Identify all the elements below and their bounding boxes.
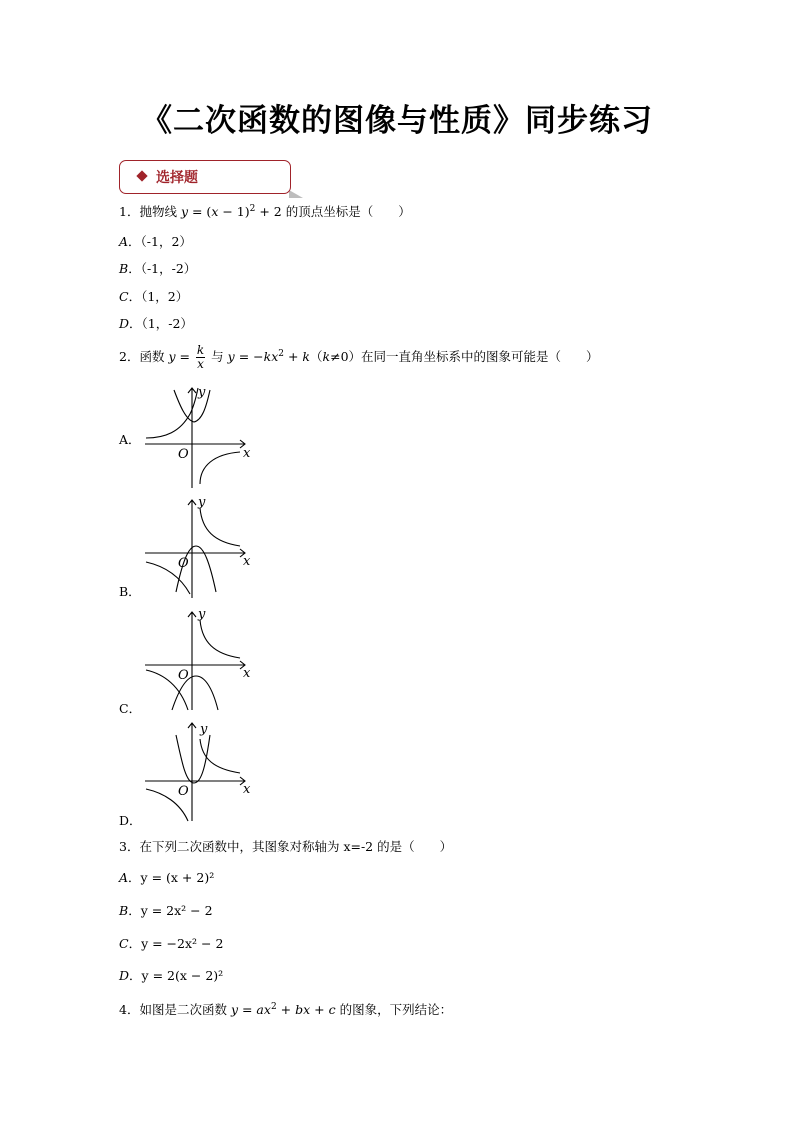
section-label: 选择题 [156,170,198,186]
question-4: 4．如图是二次函数 $y = ax^2$ + bx + c 的图象，下列结论： [119,1002,453,1017]
graph-d [140,717,255,823]
q2-option-a[interactable]: A． [119,432,141,447]
q2-option-b[interactable]: B． [119,584,141,599]
svg-text:x: x [243,666,251,681]
svg-text:y: y [200,722,208,737]
section-tab-shadow [289,190,303,198]
y-axis-label: y [198,385,206,400]
svg-text:y: y [198,495,206,510]
svg-text:O: O [178,784,189,799]
svg-text:x: x [243,554,251,569]
svg-text:x: x [243,782,251,797]
section-header [119,160,291,194]
question-2: 2．函数 y = $\frac{k}{x}$ 与 $y = -kx^2 + k(k\ne 0)$在同一直角坐标系中的图象可能是（ ） [119,343,599,371]
graph-b [140,494,255,600]
q1-option-a[interactable]: A．（-1，2） [119,234,192,249]
svg-text:y: y [198,607,206,622]
q3-option-b[interactable]: B．y = 2x² − 2 [119,903,213,918]
q2-option-d[interactable]: D． [119,813,142,828]
q1-option-c[interactable]: C．（1，2） [119,289,189,304]
graph-a [140,384,255,490]
q1-option-d[interactable]: D．（1，-2） [119,316,193,331]
question-3: 3．在下列二次函数中，其图象对称轴为 x=-2 的是（ ） [119,839,453,854]
question-1: 1．抛物线 $y = (x - 1)^2 + 2$ 的顶点坐标是（ ） [119,204,411,219]
q1-option-b[interactable]: B．（-1，-2） [119,261,197,276]
fraction: $\frac{k}{x}$ [196,343,205,371]
origin-label: O [178,447,189,462]
q3-option-c[interactable]: C．y = −2x² − 2 [119,936,224,951]
page-title: 《二次函数的图像与性质》同步练习 [141,103,653,139]
diamond-icon [136,170,147,181]
graph-c [140,606,255,712]
q2-option-c[interactable]: C． [119,701,142,716]
q3-option-a[interactable]: A．y = (x + 2)² [119,870,215,885]
svg-text:O: O [178,556,189,571]
q3-option-d[interactable]: D．y = 2(x − 2)² [119,968,224,983]
x-axis-label: x [243,446,251,461]
svg-text:O: O [178,668,189,683]
